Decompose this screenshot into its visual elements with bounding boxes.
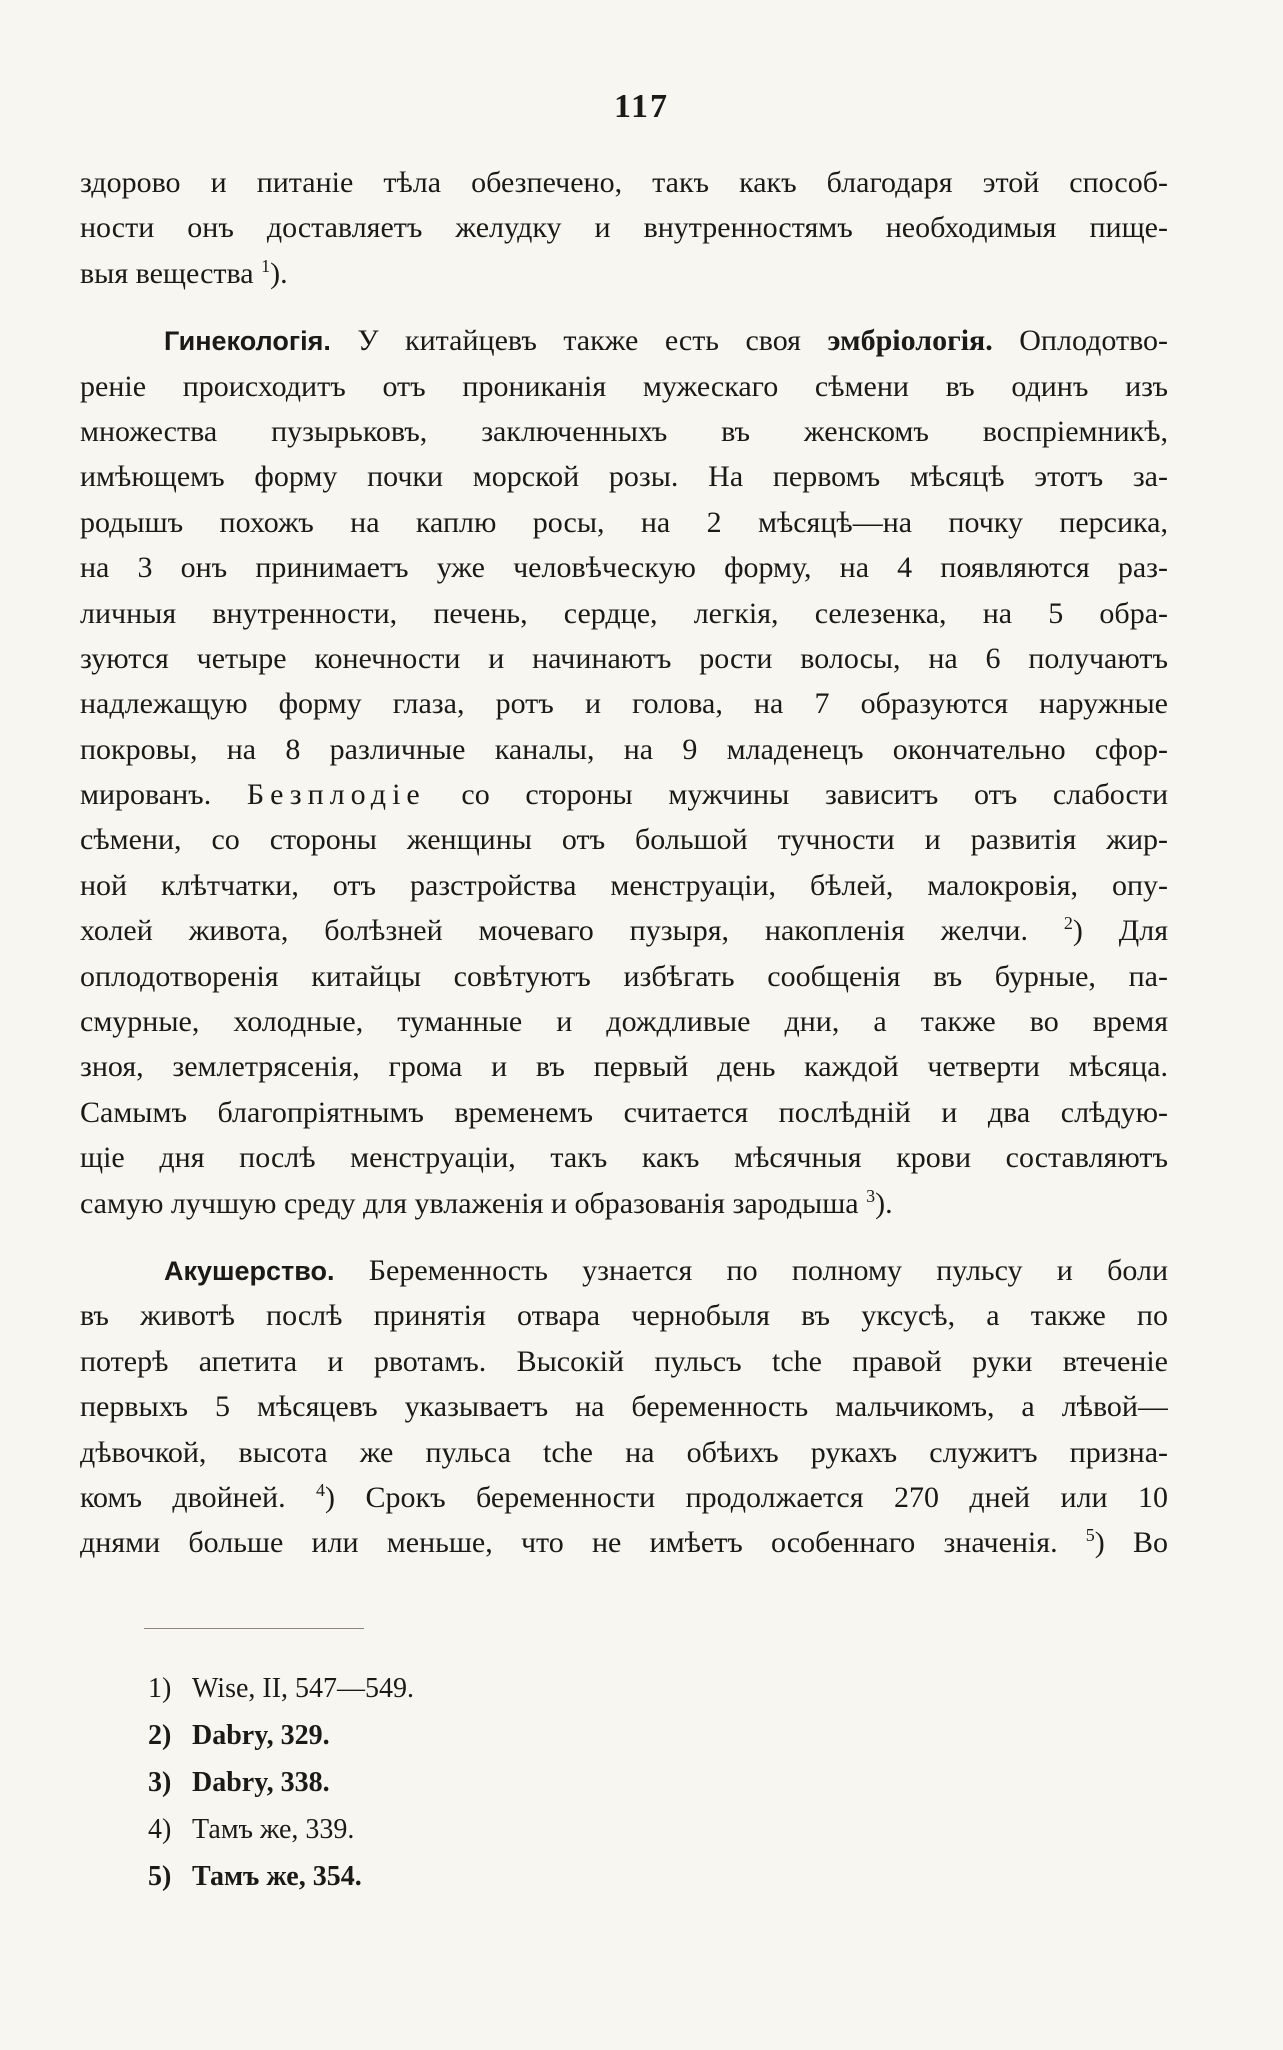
section-heading-gynecology: Гинекологія. bbox=[164, 326, 331, 357]
footnote-item bbox=[148, 1759, 848, 1806]
text-line bbox=[80, 1181, 1168, 1226]
section-heading-obstetrics: Акушерство. bbox=[164, 1255, 335, 1286]
text-line: ной клѣтчатки, отъ разстройства менструаціи, бѣлей, малокровія, опу- bbox=[80, 868, 1168, 902]
footnote-mark: 1) bbox=[148, 1673, 172, 1704]
term-infertility: Безплодіе bbox=[246, 778, 426, 812]
text-line-content: со стороны мужчины зависитъ отъ слабости bbox=[461, 778, 1168, 812]
text-line: покровы, на 8 различные каналы, на 9 младенецъ окончательно сфор- bbox=[80, 732, 1168, 766]
text-line: Самымъ благопріятнымъ временемъ считается послѣдній и два слѣдую- bbox=[80, 1095, 1168, 1129]
footnote-mark: 5) bbox=[148, 1861, 172, 1892]
text-line: дѣвочкой, высота же пульса tche на обѣихъ рукахъ служитъ призна- bbox=[80, 1435, 1168, 1469]
punctuation: ). bbox=[875, 1186, 893, 1220]
footnote-item bbox=[148, 1712, 848, 1759]
text-line-content: комъ двойней. bbox=[80, 1480, 286, 1514]
text-line bbox=[80, 1248, 1168, 1293]
footnote-text: Тамъ же, 354. bbox=[192, 1861, 362, 1892]
footnote-ref: 4 bbox=[316, 1479, 326, 1500]
text-line bbox=[80, 772, 1168, 817]
footnote-text: Dabry, 338. bbox=[192, 1767, 330, 1798]
paragraph-gap bbox=[80, 296, 1168, 318]
text-line: оплодотворенія китайцы совѣтуютъ избѣгать сообщенія въ бурные, па- bbox=[80, 959, 1168, 993]
punctuation: ) bbox=[325, 1480, 336, 1514]
text-line: зноя, землетрясенія, грома и въ первый день каждой четверти мѣсяца. bbox=[80, 1050, 1168, 1084]
footnote-mark: 3) bbox=[148, 1767, 172, 1798]
footnote-text: Wise, II, 547—549. bbox=[192, 1673, 415, 1704]
text-line-content: Срокъ беременности продолжается 270 дней или 10 bbox=[365, 1480, 1168, 1514]
text-line-content: мированъ. bbox=[80, 778, 212, 812]
text-line-content: Для bbox=[1118, 914, 1168, 948]
text-line: множества пузырьковъ, заключенныхъ въ женскомъ воспріемникѣ, bbox=[80, 414, 1168, 448]
text-line: здорово и питаніе тѣла обезпечено, такъ какъ благодаря этой способ- bbox=[80, 166, 1168, 199]
footnote-text: Тамъ же, 339. bbox=[192, 1814, 355, 1845]
term-embryology: эмбріологія. bbox=[827, 324, 993, 358]
main-text bbox=[80, 160, 1168, 1566]
footnote-item bbox=[148, 1665, 848, 1712]
footnote-ref: 3 bbox=[866, 1185, 876, 1206]
text-line: въ животѣ послѣ принятія отвара чернобыля въ уксусѣ, а также по bbox=[80, 1299, 1168, 1333]
text-line: смурные, холодные, туманные и дождливые дни, а также во время bbox=[80, 1005, 1168, 1039]
footnote-mark: 4) bbox=[148, 1814, 172, 1845]
footnote-divider bbox=[144, 1628, 364, 1629]
page-number: 117 bbox=[613, 88, 670, 125]
text-line: зуются четыре конечности и начинаютъ рости волосы, на 6 получаютъ bbox=[80, 641, 1168, 675]
text-line bbox=[80, 908, 1168, 953]
footnote-ref: 2 bbox=[1063, 913, 1073, 934]
text-line: щіе дня послѣ менструаціи, такъ какъ мѣсячныя крови составляютъ bbox=[80, 1141, 1168, 1175]
punctuation: ) bbox=[1094, 1526, 1105, 1560]
text-line: надлежащую форму глаза, ротъ и голова, на 7 образуются наружные bbox=[80, 687, 1168, 721]
text-line bbox=[80, 1520, 1168, 1565]
footnote-text: Dabry, 329. bbox=[192, 1720, 330, 1751]
text-line-content: Беременность узнается по полному пульсу и боли bbox=[368, 1253, 1168, 1287]
text-line bbox=[80, 1475, 1168, 1520]
footnote-item bbox=[148, 1806, 848, 1853]
footnotes bbox=[148, 1665, 848, 1900]
text-line: имѣющемъ форму почки морской розы. На первомъ мѣсяцѣ этотъ за- bbox=[80, 460, 1168, 494]
punctuation: ) bbox=[1072, 914, 1083, 948]
footnote-item bbox=[148, 1853, 848, 1900]
text-line: реніе происходитъ отъ прониканія мужескаго сѣмени въ одинъ изъ bbox=[80, 369, 1168, 403]
text-line bbox=[80, 318, 1168, 363]
text-line-content: днями больше или меньше, что не имѣетъ особеннаго значенія. bbox=[80, 1526, 1058, 1560]
text-line-content: У китайцевъ также есть своя bbox=[357, 324, 801, 358]
text-line-content: Во bbox=[1133, 1526, 1168, 1560]
text-line-content: выя вещества bbox=[80, 256, 254, 290]
text-line-content: самую лучшую среду для увлаженія и образованія зародыша bbox=[80, 1186, 859, 1220]
footnote-ref: 5 bbox=[1085, 1525, 1095, 1546]
punctuation: ). bbox=[270, 256, 288, 290]
text-line-content: Оплодотво- bbox=[1019, 324, 1168, 358]
text-line: личныя внутренности, печень, сердце, легкія, селезенка, на 5 обра- bbox=[80, 596, 1168, 630]
paragraph-gap bbox=[80, 1226, 1168, 1248]
text-line: потерѣ апетита и рвотамъ. Высокій пульсъ tche правой руки втеченіе bbox=[80, 1344, 1168, 1378]
text-line-content: холей живота, болѣзней мочеваго пузыря, накопленія желчи. bbox=[80, 914, 1028, 948]
footnote-mark: 2) bbox=[148, 1720, 172, 1751]
text-line: ности онъ доставляетъ желудку и внутренностямъ необходимыя пище- bbox=[80, 211, 1168, 245]
text-line bbox=[80, 251, 1168, 296]
footnote-ref: 1 bbox=[261, 255, 271, 276]
text-line: на 3 онъ принимаетъ уже человѣческую форму, на 4 появляются раз- bbox=[80, 551, 1168, 585]
text-line: первыхъ 5 мѣсяцевъ указываетъ на беременность мальчикомъ, а лѣвой— bbox=[80, 1390, 1168, 1424]
text-line: родышъ похожъ на каплю росы, на 2 мѣсяцѣ—на почку персика, bbox=[80, 505, 1168, 539]
text-line: сѣмени, со стороны женщины отъ большой тучности и развитія жир- bbox=[80, 823, 1168, 857]
